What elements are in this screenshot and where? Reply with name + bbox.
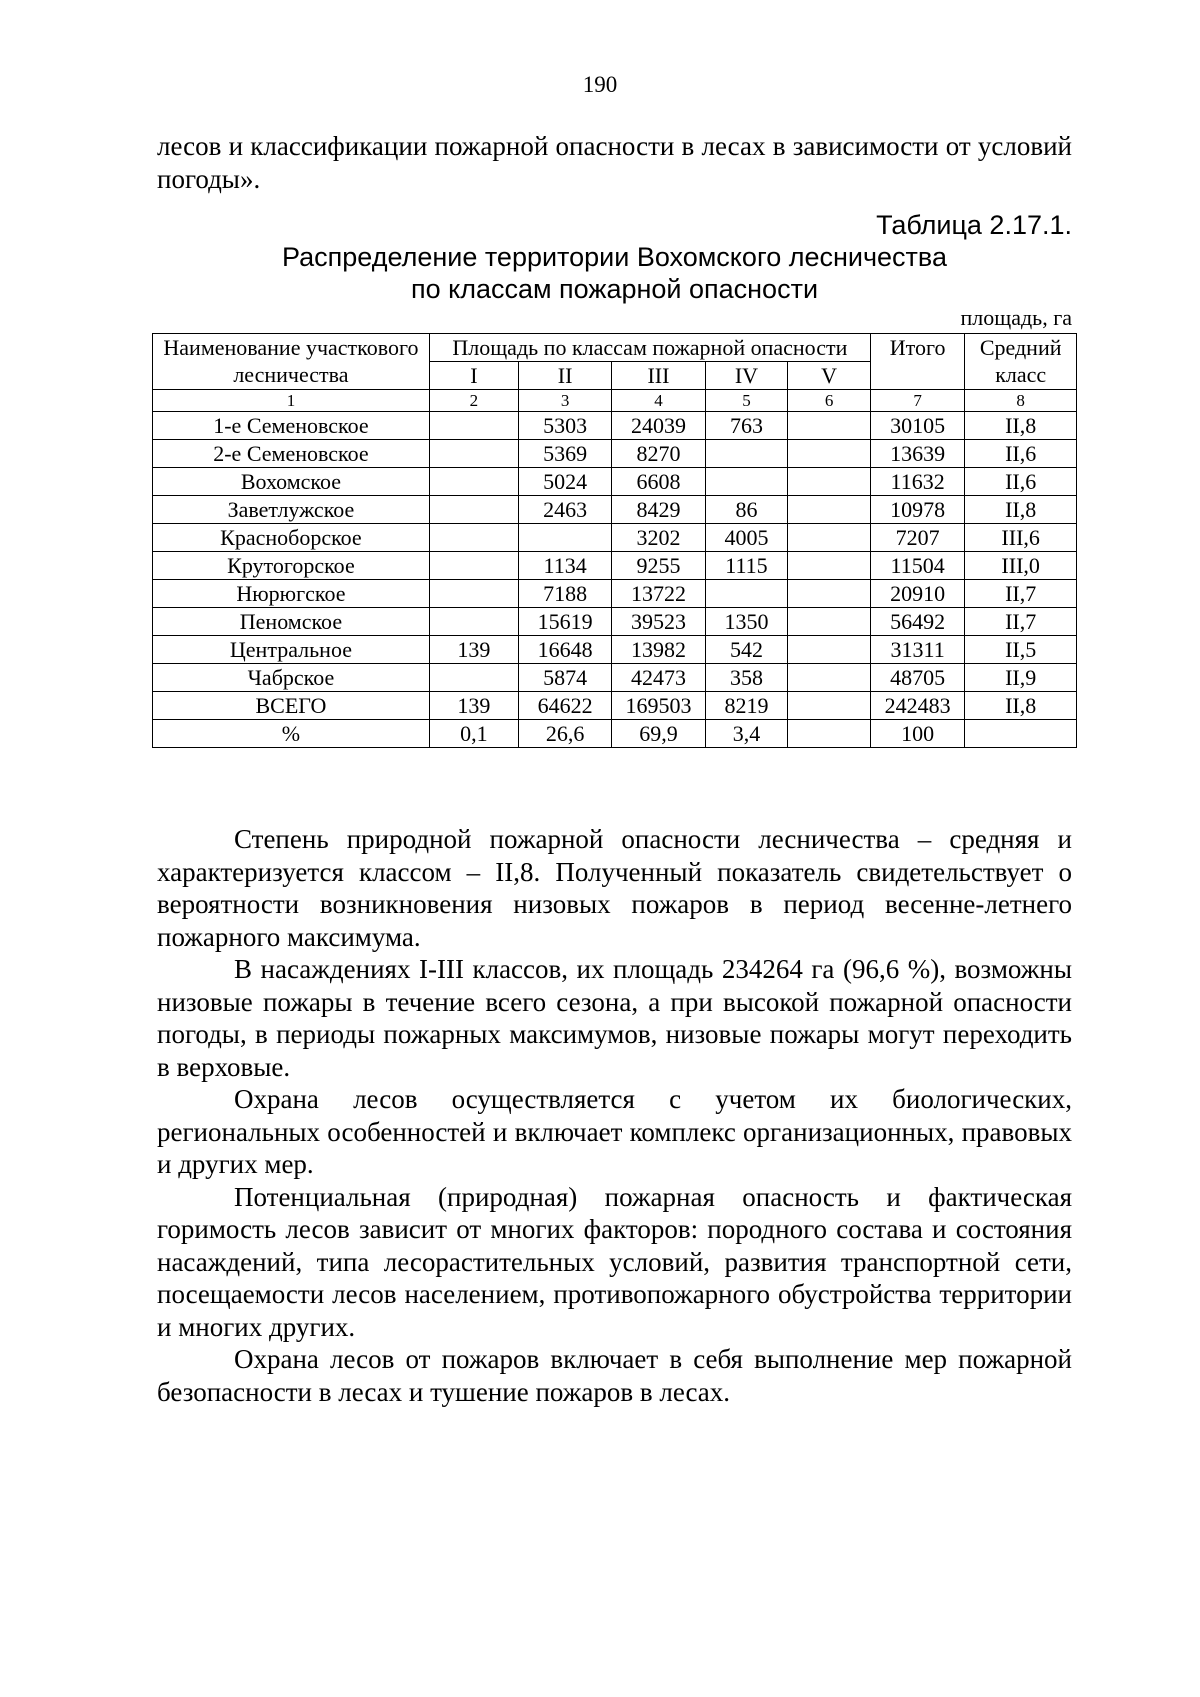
table-cell: III,0 [965,552,1077,580]
body-paragraph: Охрана лесов от пожаров включает в себя выполнение мер пожарной безопасности в лесах и тушение пожаров в лесах. [157,1344,1072,1407]
table-cell: 31311 [870,636,964,664]
table-title-line-1: Распределение территории Вохомского лесничества [282,242,947,272]
table-units: площадь, га [960,305,1072,330]
table-cell: 86 [705,496,788,524]
table-cell: 69,9 [612,720,705,748]
table-cell: 3,4 [705,720,788,748]
table-row [153,468,1077,496]
table-cell: II,9 [965,664,1077,692]
table-cell: 26,6 [518,720,611,748]
table-cell: 139 [429,636,518,664]
table-cell: 5874 [518,664,611,692]
table-row [153,720,1077,748]
table-cell: 5024 [518,468,611,496]
table-cell: 5303 [518,412,611,440]
table-cell [788,468,871,496]
forestry-name-cell: Центральное [153,636,430,664]
table-cell: 100 [870,720,964,748]
table-cell: 11632 [870,468,964,496]
table-cell: II,8 [965,692,1077,720]
column-number: 5 [705,390,788,412]
table-cell: 13639 [870,440,964,468]
table-cell [429,412,518,440]
table-cell [788,608,871,636]
table-cell [788,524,871,552]
table-cell [788,496,871,524]
table-cell [788,720,871,748]
body-paragraph: В насаждениях I-III классов, их площадь 234264 га (96,6 %), возможны низовые пожары в течение всего сезона, а при высокой пожарной опасности погоды, в периоды пожарных максимумов, низовые пожары могут переходить в верховые. [157,954,1072,1082]
forestry-name-cell: % [153,720,430,748]
table-cell: 139 [429,692,518,720]
table-cell: 9255 [612,552,705,580]
forestry-name-cell: Вохомское [153,468,430,496]
table-cell: 7188 [518,580,611,608]
page-number: 190 [582,72,618,97]
table-cell: 1350 [705,608,788,636]
column-number: 1 [153,390,430,412]
table-cell: II,7 [965,608,1077,636]
body-paragraph: Охрана лесов осуществляется с учетом их биологических, региональных особенностей и включает комплекс организационных, правовых и других мер. [157,1084,1072,1179]
table-cell: II,7 [965,580,1077,608]
table-cell: 39523 [612,608,705,636]
forestry-name-cell: 1-е Семеновское [153,412,430,440]
table-cell: II,8 [965,496,1077,524]
table-cell: 15619 [518,608,611,636]
table-cell [429,580,518,608]
forestry-name-cell: Чабрское [153,664,430,692]
table-cell: 42473 [612,664,705,692]
table-cell [429,496,518,524]
column-number: 3 [518,390,611,412]
body-paragraph: Степень природной пожарной опасности лесничества – средняя и характеризуется классом – II,8. Полученный показатель свидетельствует о вероятности возникновения низовых пожаров в период весенне-летнего пожарного максимума. [157,824,1072,952]
table-cell [788,440,871,468]
forestry-name-cell: Нюрюгское [153,580,430,608]
table-cell [429,664,518,692]
header-name: Наименование участкового лесничества [153,334,430,390]
table-title [157,241,1072,305]
table-cell [788,636,871,664]
table-cell: 11504 [870,552,964,580]
table-row [153,608,1077,636]
header-class-V: V [788,362,871,390]
table-cell [429,468,518,496]
table-row [153,580,1077,608]
table-row [153,440,1077,468]
forestry-name-cell: 2-е Семеновское [153,440,430,468]
table-cell [788,664,871,692]
table-cell: 0,1 [429,720,518,748]
table-cell [429,524,518,552]
column-number: 7 [870,390,964,412]
table-row [153,692,1077,720]
table-cell [705,468,788,496]
table-cell: 13982 [612,636,705,664]
table-cell [788,552,871,580]
table-cell: 5369 [518,440,611,468]
table-cell [705,440,788,468]
table-cell: 13722 [612,580,705,608]
table-cell: 30105 [870,412,964,440]
column-number: 2 [429,390,518,412]
table-cell: 763 [705,412,788,440]
table-cell: 20910 [870,580,964,608]
table-cell [705,580,788,608]
forestry-name-cell: Пеномское [153,608,430,636]
table-cell: 2463 [518,496,611,524]
table-cell: 16648 [518,636,611,664]
table-cell [965,720,1077,748]
table-cell: 48705 [870,664,964,692]
table-row [153,664,1077,692]
body-text [157,823,1072,1408]
table-cell [788,692,871,720]
table-title-line-2: по классам пожарной опасности [410,274,819,304]
header-class-IV: IV [705,362,788,390]
table-cell: 6608 [612,468,705,496]
table-cell [429,552,518,580]
table-header-row [153,334,1077,362]
table-caption: Таблица 2.17.1. [876,210,1072,240]
table-cell: 64622 [518,692,611,720]
header-class-I: I [429,362,518,390]
intro-paragraph: лесов и классификации пожарной опасности в лесах в зависимости от условий погоды». [157,131,1072,194]
table-cell: 3202 [612,524,705,552]
table-cell [788,412,871,440]
table-cell: 24039 [612,412,705,440]
column-number: 6 [788,390,871,412]
header-total: Итого [870,334,964,390]
table-cell [518,524,611,552]
forestry-name-cell: Красноборское [153,524,430,552]
column-number-row [153,390,1077,412]
body-paragraph: Потенциальная (природная) пожарная опасность и фактическая горимость лесов зависит от многих факторов: породного состава и состояния насаждений, типа лесорастительных условий, развития транспортной сети, посещаемости лесов населением, противопожарного обустройства территории и многих других. [157,1181,1072,1342]
forestry-name-cell: Заветлужское [153,496,430,524]
header-class-II: II [518,362,611,390]
header-area-group: Площадь по классам пожарной опасности [429,334,870,362]
table-cell: 10978 [870,496,964,524]
table-cell [429,440,518,468]
table-row [153,636,1077,664]
table-cell: 8219 [705,692,788,720]
table-cell: II,5 [965,636,1077,664]
table-cell: 8429 [612,496,705,524]
table-row [153,412,1077,440]
table-cell: 8270 [612,440,705,468]
table-cell: 242483 [870,692,964,720]
table-cell [429,608,518,636]
table-cell [788,580,871,608]
table-cell: II,6 [965,468,1077,496]
column-number: 8 [965,390,1077,412]
table-cell: 56492 [870,608,964,636]
table-cell: II,8 [965,412,1077,440]
table-cell: 4005 [705,524,788,552]
table-row [153,496,1077,524]
table-cell: 169503 [612,692,705,720]
table-cell: III,6 [965,524,1077,552]
forestry-name-cell: ВСЕГО [153,692,430,720]
forestry-name-cell: Крутогорское [153,552,430,580]
table-cell: 1115 [705,552,788,580]
table-cell: 358 [705,664,788,692]
table-row [153,552,1077,580]
table-row [153,524,1077,552]
header-class-III: III [612,362,705,390]
table-cell: 7207 [870,524,964,552]
header-avg-class: Средний класс [965,334,1077,390]
table-cell: 542 [705,636,788,664]
table-cell: II,6 [965,440,1077,468]
fire-danger-table [152,333,1077,748]
column-number: 4 [612,390,705,412]
table-cell: 1134 [518,552,611,580]
